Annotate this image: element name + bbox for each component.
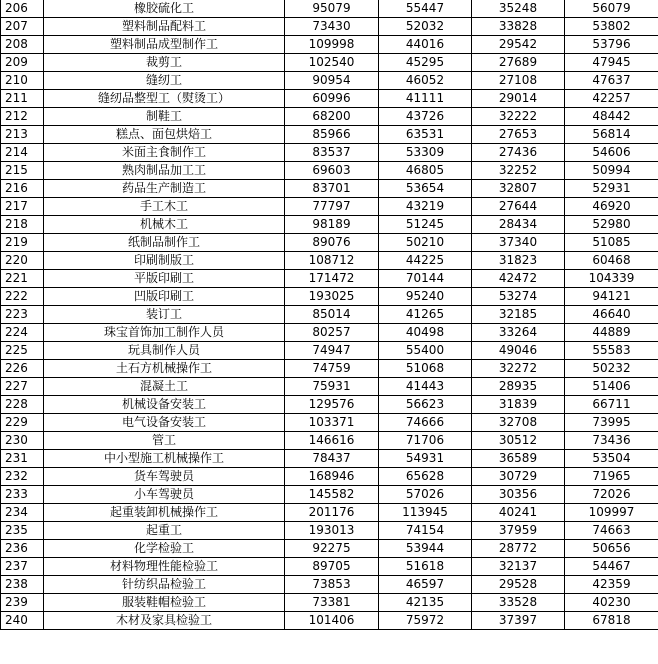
- occupation-name-cell: 材料物理性能检验工: [44, 558, 285, 576]
- row-index-cell: 238: [1, 576, 44, 594]
- table-row: [1, 198, 658, 216]
- value-cell-col-d: 46597: [379, 576, 472, 594]
- row-index-cell: 237: [1, 558, 44, 576]
- value-cell-col-d: 43219: [379, 198, 472, 216]
- table-row: [1, 342, 658, 360]
- table-row: [1, 504, 658, 522]
- row-index-cell: 235: [1, 522, 44, 540]
- value-cell-col-c: 103371: [285, 414, 379, 432]
- occupation-name-cell: 小车驾驶员: [44, 486, 285, 504]
- row-index-cell: 206: [1, 0, 44, 18]
- row-index-cell: 212: [1, 108, 44, 126]
- occupation-name-cell: 橡胶硫化工: [44, 0, 285, 18]
- value-cell-col-f: 73436: [565, 432, 658, 450]
- table-row: [1, 558, 658, 576]
- value-cell-col-d: 41111: [379, 90, 472, 108]
- table-row: [1, 108, 658, 126]
- occupation-name-cell: 服装鞋帽检验工: [44, 594, 285, 612]
- value-cell-col-c: 73381: [285, 594, 379, 612]
- occupation-name-cell: 货车驾驶员: [44, 468, 285, 486]
- value-cell-col-c: 108712: [285, 252, 379, 270]
- value-cell-col-e: 35248: [472, 0, 565, 18]
- value-cell-col-f: 52931: [565, 180, 658, 198]
- value-cell-col-c: 193013: [285, 522, 379, 540]
- occupation-name-cell: 制鞋工: [44, 108, 285, 126]
- table-row: [1, 36, 658, 54]
- value-cell-col-f: 53796: [565, 36, 658, 54]
- occupation-name-cell: 药品生产制造工: [44, 180, 285, 198]
- value-cell-col-f: 71965: [565, 468, 658, 486]
- table-row: [1, 324, 658, 342]
- occupation-name-cell: 装订工: [44, 306, 285, 324]
- value-cell-col-c: 73853: [285, 576, 379, 594]
- value-cell-col-e: 32185: [472, 306, 565, 324]
- occupation-name-cell: 米面主食制作工: [44, 144, 285, 162]
- value-cell-col-f: 53504: [565, 450, 658, 468]
- value-cell-col-f: 67818: [565, 612, 658, 630]
- row-index-cell: 215: [1, 162, 44, 180]
- table-row: [1, 270, 658, 288]
- row-index-cell: 209: [1, 54, 44, 72]
- value-cell-col-d: 53944: [379, 540, 472, 558]
- value-cell-col-e: 31823: [472, 252, 565, 270]
- value-cell-col-c: 83537: [285, 144, 379, 162]
- row-index-cell: 225: [1, 342, 44, 360]
- value-cell-col-e: 27436: [472, 144, 565, 162]
- occupation-name-cell: 混凝土工: [44, 378, 285, 396]
- occupation-name-cell: 裁剪工: [44, 54, 285, 72]
- value-cell-col-f: 60468: [565, 252, 658, 270]
- value-cell-col-e: 29542: [472, 36, 565, 54]
- occupation-name-cell: 机械木工: [44, 216, 285, 234]
- value-cell-col-d: 75972: [379, 612, 472, 630]
- row-index-cell: 210: [1, 72, 44, 90]
- value-cell-col-e: 32708: [472, 414, 565, 432]
- occupation-name-cell: 缝纫品整型工（熨烫工）: [44, 90, 285, 108]
- value-cell-col-f: 42257: [565, 90, 658, 108]
- row-index-cell: 216: [1, 180, 44, 198]
- table-row: [1, 414, 658, 432]
- occupation-name-cell: 塑料制品成型制作工: [44, 36, 285, 54]
- value-cell-col-f: 54467: [565, 558, 658, 576]
- table-row: [1, 18, 658, 36]
- value-cell-col-f: 44889: [565, 324, 658, 342]
- value-cell-col-c: 69603: [285, 162, 379, 180]
- value-cell-col-f: 40230: [565, 594, 658, 612]
- value-cell-col-f: 51085: [565, 234, 658, 252]
- row-index-cell: 218: [1, 216, 44, 234]
- table-row: [1, 486, 658, 504]
- value-cell-col-e: 36589: [472, 450, 565, 468]
- occupation-name-cell: 土石方机械操作工: [44, 360, 285, 378]
- value-cell-col-e: 28772: [472, 540, 565, 558]
- occupation-name-cell: 印刷制版工: [44, 252, 285, 270]
- value-cell-col-e: 53274: [472, 288, 565, 306]
- value-cell-col-f: 56079: [565, 0, 658, 18]
- value-cell-col-f: 48442: [565, 108, 658, 126]
- table-row: [1, 234, 658, 252]
- row-index-cell: 240: [1, 612, 44, 630]
- row-index-cell: 211: [1, 90, 44, 108]
- value-cell-col-d: 63531: [379, 126, 472, 144]
- value-cell-col-c: 146616: [285, 432, 379, 450]
- value-cell-col-d: 41265: [379, 306, 472, 324]
- value-cell-col-e: 33528: [472, 594, 565, 612]
- value-cell-col-d: 74666: [379, 414, 472, 432]
- row-index-cell: 217: [1, 198, 44, 216]
- value-cell-col-c: 75931: [285, 378, 379, 396]
- value-cell-col-c: 201176: [285, 504, 379, 522]
- value-cell-col-e: 27108: [472, 72, 565, 90]
- value-cell-col-e: 32222: [472, 108, 565, 126]
- value-cell-col-d: 54931: [379, 450, 472, 468]
- value-cell-col-f: 72026: [565, 486, 658, 504]
- value-cell-col-d: 55447: [379, 0, 472, 18]
- value-cell-col-e: 37959: [472, 522, 565, 540]
- value-cell-col-d: 42135: [379, 594, 472, 612]
- row-index-cell: 236: [1, 540, 44, 558]
- value-cell-col-f: 47637: [565, 72, 658, 90]
- table-row: [1, 72, 658, 90]
- value-cell-col-c: 60996: [285, 90, 379, 108]
- value-cell-col-d: 51068: [379, 360, 472, 378]
- value-cell-col-c: 74947: [285, 342, 379, 360]
- value-cell-col-c: 168946: [285, 468, 379, 486]
- occupation-name-cell: 熟肉制品加工工: [44, 162, 285, 180]
- value-cell-col-d: 46052: [379, 72, 472, 90]
- value-cell-col-f: 74663: [565, 522, 658, 540]
- value-cell-col-d: 44225: [379, 252, 472, 270]
- occupation-name-cell: 缝纫工: [44, 72, 285, 90]
- value-cell-col-f: 54606: [565, 144, 658, 162]
- table-row: [1, 126, 658, 144]
- value-cell-col-e: 30356: [472, 486, 565, 504]
- value-cell-col-c: 102540: [285, 54, 379, 72]
- value-cell-col-f: 109997: [565, 504, 658, 522]
- wage-table-body: [1, 0, 658, 630]
- value-cell-col-d: 41443: [379, 378, 472, 396]
- value-cell-col-e: 27689: [472, 54, 565, 72]
- value-cell-col-e: 30729: [472, 468, 565, 486]
- value-cell-col-c: 80257: [285, 324, 379, 342]
- table-row: [1, 432, 658, 450]
- value-cell-col-e: 32807: [472, 180, 565, 198]
- occupation-name-cell: 玩具制作人员: [44, 342, 285, 360]
- table-row: [1, 144, 658, 162]
- value-cell-col-e: 30512: [472, 432, 565, 450]
- value-cell-col-e: 37340: [472, 234, 565, 252]
- value-cell-col-d: 65628: [379, 468, 472, 486]
- table-row: [1, 180, 658, 198]
- value-cell-col-d: 56623: [379, 396, 472, 414]
- value-cell-col-d: 70144: [379, 270, 472, 288]
- row-index-cell: 231: [1, 450, 44, 468]
- table-row: [1, 396, 658, 414]
- row-index-cell: 230: [1, 432, 44, 450]
- value-cell-col-c: 73430: [285, 18, 379, 36]
- value-cell-col-d: 53654: [379, 180, 472, 198]
- row-index-cell: 228: [1, 396, 44, 414]
- occupation-name-cell: 珠宝首饰加工制作人员: [44, 324, 285, 342]
- value-cell-col-d: 44016: [379, 36, 472, 54]
- value-cell-col-f: 94121: [565, 288, 658, 306]
- value-cell-col-f: 104339: [565, 270, 658, 288]
- occupation-name-cell: 手工木工: [44, 198, 285, 216]
- row-index-cell: 221: [1, 270, 44, 288]
- row-index-cell: 214: [1, 144, 44, 162]
- value-cell-col-d: 53309: [379, 144, 472, 162]
- value-cell-col-c: 83701: [285, 180, 379, 198]
- value-cell-col-c: 68200: [285, 108, 379, 126]
- value-cell-col-e: 32252: [472, 162, 565, 180]
- table-row: [1, 378, 658, 396]
- value-cell-col-f: 51406: [565, 378, 658, 396]
- value-cell-col-d: 51618: [379, 558, 472, 576]
- value-cell-col-c: 98189: [285, 216, 379, 234]
- value-cell-col-c: 193025: [285, 288, 379, 306]
- value-cell-col-e: 29014: [472, 90, 565, 108]
- value-cell-col-c: 77797: [285, 198, 379, 216]
- table-row: [1, 612, 658, 630]
- row-index-cell: 208: [1, 36, 44, 54]
- row-index-cell: 226: [1, 360, 44, 378]
- value-cell-col-e: 27644: [472, 198, 565, 216]
- value-cell-col-f: 42359: [565, 576, 658, 594]
- value-cell-col-c: 129576: [285, 396, 379, 414]
- value-cell-col-c: 74759: [285, 360, 379, 378]
- value-cell-col-c: 89076: [285, 234, 379, 252]
- table-row: [1, 90, 658, 108]
- value-cell-col-f: 50994: [565, 162, 658, 180]
- occupation-name-cell: 糕点、面包烘焙工: [44, 126, 285, 144]
- value-cell-col-f: 56814: [565, 126, 658, 144]
- value-cell-col-e: 28434: [472, 216, 565, 234]
- value-cell-col-d: 95240: [379, 288, 472, 306]
- value-cell-col-d: 113945: [379, 504, 472, 522]
- row-index-cell: 233: [1, 486, 44, 504]
- value-cell-col-e: 40241: [472, 504, 565, 522]
- value-cell-col-e: 49046: [472, 342, 565, 360]
- row-index-cell: 234: [1, 504, 44, 522]
- table-row: [1, 216, 658, 234]
- table-row: [1, 288, 658, 306]
- value-cell-col-e: 33264: [472, 324, 565, 342]
- value-cell-col-e: 37397: [472, 612, 565, 630]
- value-cell-col-f: 46920: [565, 198, 658, 216]
- table-row: [1, 576, 658, 594]
- occupation-name-cell: 中小型施工机械操作工: [44, 450, 285, 468]
- row-index-cell: 220: [1, 252, 44, 270]
- table-row: [1, 594, 658, 612]
- row-index-cell: 232: [1, 468, 44, 486]
- value-cell-col-f: 50232: [565, 360, 658, 378]
- value-cell-col-e: 29528: [472, 576, 565, 594]
- value-cell-col-c: 101406: [285, 612, 379, 630]
- occupation-name-cell: 化学检验工: [44, 540, 285, 558]
- row-index-cell: 227: [1, 378, 44, 396]
- value-cell-col-f: 52980: [565, 216, 658, 234]
- value-cell-col-d: 46805: [379, 162, 472, 180]
- row-index-cell: 222: [1, 288, 44, 306]
- value-cell-col-e: 27653: [472, 126, 565, 144]
- value-cell-col-f: 73995: [565, 414, 658, 432]
- occupation-name-cell: 平版印刷工: [44, 270, 285, 288]
- table-row: [1, 252, 658, 270]
- value-cell-col-c: 89705: [285, 558, 379, 576]
- value-cell-col-e: 28935: [472, 378, 565, 396]
- value-cell-col-d: 57026: [379, 486, 472, 504]
- occupation-name-cell: 电气设备安装工: [44, 414, 285, 432]
- value-cell-col-c: 109998: [285, 36, 379, 54]
- value-cell-col-e: 31839: [472, 396, 565, 414]
- occupation-name-cell: 起重工: [44, 522, 285, 540]
- table-row: [1, 540, 658, 558]
- table-row: [1, 468, 658, 486]
- occupation-name-cell: 纸制品制作工: [44, 234, 285, 252]
- value-cell-col-f: 47945: [565, 54, 658, 72]
- row-index-cell: 229: [1, 414, 44, 432]
- occupation-name-cell: 机械设备安装工: [44, 396, 285, 414]
- value-cell-col-c: 78437: [285, 450, 379, 468]
- value-cell-col-f: 50656: [565, 540, 658, 558]
- table-row: [1, 0, 658, 18]
- value-cell-col-d: 74154: [379, 522, 472, 540]
- row-index-cell: 213: [1, 126, 44, 144]
- table-row: [1, 162, 658, 180]
- value-cell-col-c: 171472: [285, 270, 379, 288]
- value-cell-col-d: 45295: [379, 54, 472, 72]
- table-row: [1, 54, 658, 72]
- occupation-name-cell: 管工: [44, 432, 285, 450]
- value-cell-col-c: 90954: [285, 72, 379, 90]
- value-cell-col-d: 51245: [379, 216, 472, 234]
- value-cell-col-d: 43726: [379, 108, 472, 126]
- table-row: [1, 522, 658, 540]
- value-cell-col-e: 42472: [472, 270, 565, 288]
- value-cell-col-c: 145582: [285, 486, 379, 504]
- occupation-name-cell: 针纺织品检验工: [44, 576, 285, 594]
- row-index-cell: 207: [1, 18, 44, 36]
- value-cell-col-d: 52032: [379, 18, 472, 36]
- value-cell-col-f: 55583: [565, 342, 658, 360]
- value-cell-col-d: 50210: [379, 234, 472, 252]
- occupation-name-cell: 起重装卸机械操作工: [44, 504, 285, 522]
- table-row: [1, 450, 658, 468]
- occupation-name-cell: 凹版印刷工: [44, 288, 285, 306]
- table-row: [1, 306, 658, 324]
- value-cell-col-e: 32272: [472, 360, 565, 378]
- value-cell-col-e: 33828: [472, 18, 565, 36]
- value-cell-col-d: 71706: [379, 432, 472, 450]
- occupation-name-cell: 塑料制品配料工: [44, 18, 285, 36]
- value-cell-col-e: 32137: [472, 558, 565, 576]
- table-row: [1, 360, 658, 378]
- value-cell-col-d: 40498: [379, 324, 472, 342]
- row-index-cell: 223: [1, 306, 44, 324]
- value-cell-col-c: 92275: [285, 540, 379, 558]
- value-cell-col-c: 95079: [285, 0, 379, 18]
- value-cell-col-d: 55400: [379, 342, 472, 360]
- occupation-name-cell: 木材及家具检验工: [44, 612, 285, 630]
- value-cell-col-c: 85966: [285, 126, 379, 144]
- value-cell-col-c: 85014: [285, 306, 379, 324]
- row-index-cell: 219: [1, 234, 44, 252]
- row-index-cell: 239: [1, 594, 44, 612]
- row-index-cell: 224: [1, 324, 44, 342]
- value-cell-col-f: 46640: [565, 306, 658, 324]
- value-cell-col-f: 53802: [565, 18, 658, 36]
- value-cell-col-f: 66711: [565, 396, 658, 414]
